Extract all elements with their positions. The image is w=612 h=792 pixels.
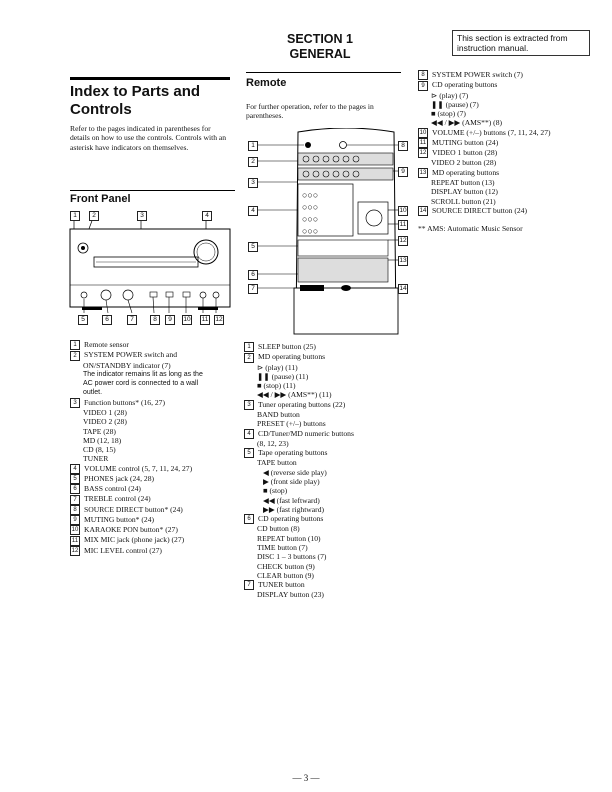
list-item: 2 MD operating buttons [244, 352, 414, 362]
fp-callout-9: 9 [165, 315, 175, 325]
section-heading [230, 32, 410, 62]
rc-callout-4: 4 [248, 206, 258, 216]
list-item: ❚❚ (pause) (11) [257, 371, 309, 381]
rc-callout-11: 11 [399, 221, 407, 228]
list-item: ◀◀ / ▶▶ (AMS**) (11) [257, 390, 332, 400]
list-item: ◀◀ (fast leftward) [263, 495, 320, 505]
front-panel-list [70, 340, 240, 556]
list-item: CD button (8) [257, 524, 300, 534]
remote-illustration [246, 128, 414, 338]
rc-callout-7: 7 [248, 284, 258, 294]
fp-callout-7: 7 [127, 315, 137, 325]
list-item: DISPLAY button (23) [257, 590, 324, 600]
list-item: 9 MUTING button* (24) [70, 515, 240, 525]
front-panel-title: Front Panel [70, 190, 235, 205]
list-item: 9 CD operating buttons [418, 80, 598, 90]
fp-callout-11: 11 [201, 316, 209, 323]
list-item: 6 CD operating buttons [244, 514, 414, 524]
svg-text:○○○: ○○○ [302, 226, 319, 236]
list-item: PRESET (+/–) buttons [257, 419, 326, 429]
list-item: AC power cord is connected to a wall [83, 380, 199, 388]
list-item: 5 PHONES jack (24, 28) [70, 474, 240, 484]
list-item: outlet. [83, 389, 103, 397]
list-item: 3 Function buttons* (16, 27) [70, 398, 240, 408]
fp-callout-1: 1 [70, 211, 80, 221]
fp-callout-12: 12 [215, 316, 223, 323]
fp-callout-3: 3 [137, 211, 147, 221]
remote-intro: For further operation, refer to the pages in parentheses. [246, 102, 374, 121]
rc-callout-6: 6 [248, 270, 258, 280]
list-item: ■ (stop) [263, 486, 288, 496]
svg-text:○○○: ○○○ [302, 214, 319, 224]
list-item: ON/STANDBY indicator (7) [83, 360, 171, 370]
list-item: 1 Remote sensor [70, 340, 240, 350]
rc-callout-9: 9 [398, 167, 408, 177]
list-item: 7 TUNER button [244, 580, 414, 590]
list-item: 10 KARAOKE PON button* (27) [71, 525, 178, 535]
fp-callout-4: 4 [202, 211, 212, 221]
rc-callout-14: 14 [399, 285, 407, 292]
list-item: DISPLAY button (12) [431, 187, 498, 197]
rc-callout-8: 8 [398, 141, 408, 151]
svg-text:○○○: ○○○ [302, 202, 319, 212]
list-item: ■ (stop) (7) [431, 109, 466, 119]
list-item: (8, 12, 23) [257, 438, 289, 448]
rc-callout-2: 2 [248, 157, 258, 167]
list-item: 12 MIC LEVEL control (27) [71, 545, 162, 555]
list-item: ▶▶ (fast rightward) [263, 504, 325, 514]
rc-callout-10: 10 [399, 207, 407, 214]
extract-note: This section is extracted from instruction manual. [452, 30, 590, 56]
list-item: BAND button [257, 409, 300, 419]
list-item: VIDEO 1 (28) [83, 407, 127, 417]
fp-callout-10: 10 [183, 316, 191, 323]
list-item: ⊳ (play) (11) [257, 362, 298, 372]
list-item: ◀◀ / ▶▶ (AMS**) (8) [431, 118, 503, 128]
list-item: 12 VIDEO 1 button (28) [419, 148, 498, 158]
list-item: SCROLL button (21) [431, 196, 496, 206]
remote-list-right [418, 70, 598, 233]
list-item: MD (12, 18) [83, 435, 122, 445]
index-intro: Refer to the pages indicated in parentheses for details on how to use the controls. Controls with an asterisk have indicators on themselves. [70, 124, 227, 152]
fp-callout-2: 2 [89, 211, 99, 221]
list-item: 13 MD operating buttons [419, 167, 500, 177]
list-item: 6 BASS control (24) [70, 484, 240, 494]
list-item: VIDEO 2 (28) [83, 417, 127, 427]
rc-callout-1: 1 [248, 141, 258, 151]
list-item: REPEAT button (13) [431, 177, 495, 187]
list-item: CD (8, 15) [83, 445, 116, 455]
list-item: TAPE button [257, 458, 297, 468]
list-item: 11 MUTING button (24) [419, 137, 499, 147]
list-item: 3 Tuner operating buttons (22) [244, 400, 414, 410]
ams-note: ** AMS: Automatic Music Sensor [418, 224, 523, 234]
list-item: 1 SLEEP button (25) [244, 342, 414, 352]
list-item: 8 SYSTEM POWER switch (7) [418, 70, 598, 80]
list-item: 11 MIX MIC jack (phone jack) (27) [71, 535, 185, 545]
remote-list-left [244, 342, 414, 600]
list-item: ▶ (front side play) [263, 476, 320, 486]
list-item: 2 SYSTEM POWER switch and [70, 350, 240, 360]
rc-callout-3: 3 [248, 178, 258, 188]
list-item: VIDEO 2 button (28) [431, 158, 497, 168]
index-title: Index to Parts and Controls [70, 77, 230, 119]
list-item: REPEAT button (10) [257, 533, 321, 543]
list-item: CHECK button (9) [257, 561, 315, 571]
list-item: ⊳ (play) (7) [431, 90, 469, 100]
list-item: 5 Tape operating buttons [244, 448, 414, 458]
list-item: ◀ (reverse side play) [263, 467, 327, 477]
rc-callout-13: 13 [399, 257, 407, 264]
section-title: GENERAL [289, 47, 351, 61]
page-number: — 3 — [292, 773, 320, 783]
list-item: ■ (stop) (11) [257, 381, 296, 391]
list-item: TAPE (28) [83, 426, 116, 436]
fp-callout-5: 5 [78, 315, 88, 325]
list-item: TUNER [83, 454, 109, 464]
list-item: 8 SOURCE DIRECT button* (24) [70, 505, 240, 515]
list-item: DISC 1 – 3 buttons (7) [257, 552, 327, 562]
rc-callout-5: 5 [248, 242, 258, 252]
front-panel-illustration [66, 205, 236, 330]
list-item: 10 VOLUME (+/–) buttons (7, 11, 24, 27) [419, 127, 551, 137]
svg-text:○○○: ○○○ [302, 190, 319, 200]
list-item: 4 VOLUME control (5, 7, 11, 24, 27) [70, 464, 240, 474]
list-item: 7 TREBLE control (24) [70, 494, 240, 504]
list-item: The indicator remains lit as long as the [83, 370, 203, 378]
list-item: 14 SOURCE DIRECT button (24) [419, 205, 527, 215]
section-number: SECTION 1 [287, 32, 353, 46]
fp-callout-8: 8 [150, 315, 160, 325]
list-item: CLEAR button (9) [257, 570, 314, 580]
list-item: ❚❚ (pause) (7) [431, 99, 479, 109]
list-item: 4 CD/Tuner/MD numeric buttons [244, 429, 414, 439]
rc-callout-12: 12 [399, 237, 407, 244]
list-item: TIME button (7) [257, 542, 308, 552]
remote-title: Remote [246, 72, 401, 89]
fp-callout-6: 6 [102, 315, 112, 325]
